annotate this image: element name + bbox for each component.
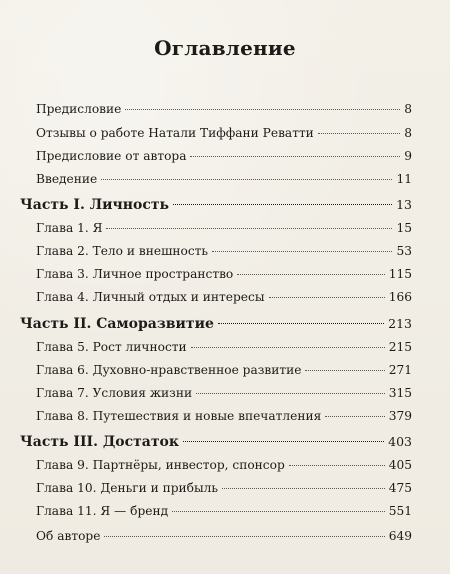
- toc-entry-label: Отзывы о работе Натали Тиффани Реватти: [36, 126, 314, 140]
- toc-part: [20, 197, 412, 213]
- toc-entry-page: 15: [396, 221, 412, 235]
- toc-entry-label: Глава 11. Я — бренд: [36, 504, 169, 518]
- toc-entry: [36, 244, 412, 258]
- toc-entry: [36, 409, 412, 423]
- toc-entry-label: Глава 10. Деньги и прибыль: [36, 481, 219, 495]
- toc-entry-page: 166: [388, 290, 412, 304]
- dot-leader: [305, 370, 384, 371]
- toc-entry-label: Предисловие: [36, 102, 122, 116]
- page-title: Оглавление: [154, 36, 296, 60]
- toc-entry-label: Об авторе: [36, 529, 101, 543]
- toc-entry-label: Глава 1. Я: [36, 221, 103, 235]
- toc-entry-label: Глава 5. Рост личности: [36, 340, 187, 354]
- toc-entry: [36, 102, 412, 116]
- toc-entry: [36, 386, 412, 400]
- toc-entry: [36, 458, 412, 472]
- toc-entry: [36, 126, 412, 140]
- toc-entry: [36, 172, 412, 186]
- toc-entry-page: 649: [388, 529, 412, 543]
- toc-part-label: Часть III. Достаток: [20, 434, 180, 450]
- dot-leader: [191, 347, 385, 348]
- dot-leader: [106, 228, 392, 229]
- toc-entry-label: Глава 8. Путешествия и новые впечатления: [36, 409, 322, 423]
- toc-entry-page: 115: [388, 267, 412, 281]
- toc-entry: [36, 267, 412, 281]
- dot-leader: [222, 488, 385, 489]
- toc-entry-label: Глава 6. Духовно-нравственное развитие: [36, 363, 302, 377]
- dot-leader: [237, 274, 384, 275]
- toc-entry-label: Глава 4. Личный отдых и интересы: [36, 290, 265, 304]
- toc-entry: [36, 221, 412, 235]
- toc-entry: [36, 290, 412, 304]
- dot-leader: [173, 204, 392, 205]
- dot-leader: [104, 536, 384, 537]
- dot-leader: [318, 133, 400, 134]
- toc-entry-label: Предисловие от автора: [36, 149, 187, 163]
- toc-entry-page: 271: [388, 363, 412, 377]
- toc-entry-label: Глава 2. Тело и внешность: [36, 244, 209, 258]
- toc-part: [20, 316, 412, 332]
- toc-part-label: Часть II. Саморазвитие: [20, 316, 214, 332]
- dot-leader: [125, 109, 400, 110]
- toc-entry: [36, 481, 412, 495]
- toc-entry-page: 475: [388, 481, 412, 495]
- toc-entry-page: 215: [388, 340, 412, 354]
- dot-leader: [325, 416, 384, 417]
- toc-part-page: 403: [388, 434, 412, 449]
- toc-entry: [36, 363, 412, 377]
- toc-part-label: Часть I. Личность: [20, 197, 170, 213]
- toc-entry: [36, 504, 412, 518]
- toc-entry: [36, 149, 412, 163]
- dot-leader: [212, 251, 392, 252]
- toc-entry-label: Глава 9. Партнёры, инвестор, спонсор: [36, 458, 285, 472]
- toc-part: [20, 434, 412, 450]
- dot-leader: [101, 179, 392, 180]
- dot-leader: [183, 441, 384, 442]
- toc-part-page: 213: [388, 316, 412, 331]
- dot-leader: [218, 323, 384, 324]
- toc-entry-page: 315: [388, 386, 412, 400]
- dot-leader: [190, 156, 400, 157]
- toc-entry-page: 9: [404, 149, 412, 163]
- dot-leader: [289, 465, 385, 466]
- toc-part-page: 13: [396, 197, 412, 212]
- toc-entry-page: 8: [404, 102, 412, 116]
- toc-entry-page: 11: [396, 172, 412, 186]
- toc-entry: [36, 340, 412, 354]
- dot-leader: [269, 297, 385, 298]
- toc-entry: [36, 529, 412, 543]
- toc-entry-page: 405: [388, 458, 412, 472]
- toc-entry-label: Глава 7. Условия жизни: [36, 386, 193, 400]
- toc-entry-page: 379: [388, 409, 412, 423]
- toc-entry-page: 551: [388, 504, 412, 518]
- dot-leader: [172, 511, 385, 512]
- toc-entry-page: 8: [404, 126, 412, 140]
- toc-entry-label: Глава 3. Личное пространство: [36, 267, 234, 281]
- toc-entry-label: Введение: [36, 172, 98, 186]
- dot-leader: [196, 393, 385, 394]
- toc-entry-page: 53: [396, 244, 412, 258]
